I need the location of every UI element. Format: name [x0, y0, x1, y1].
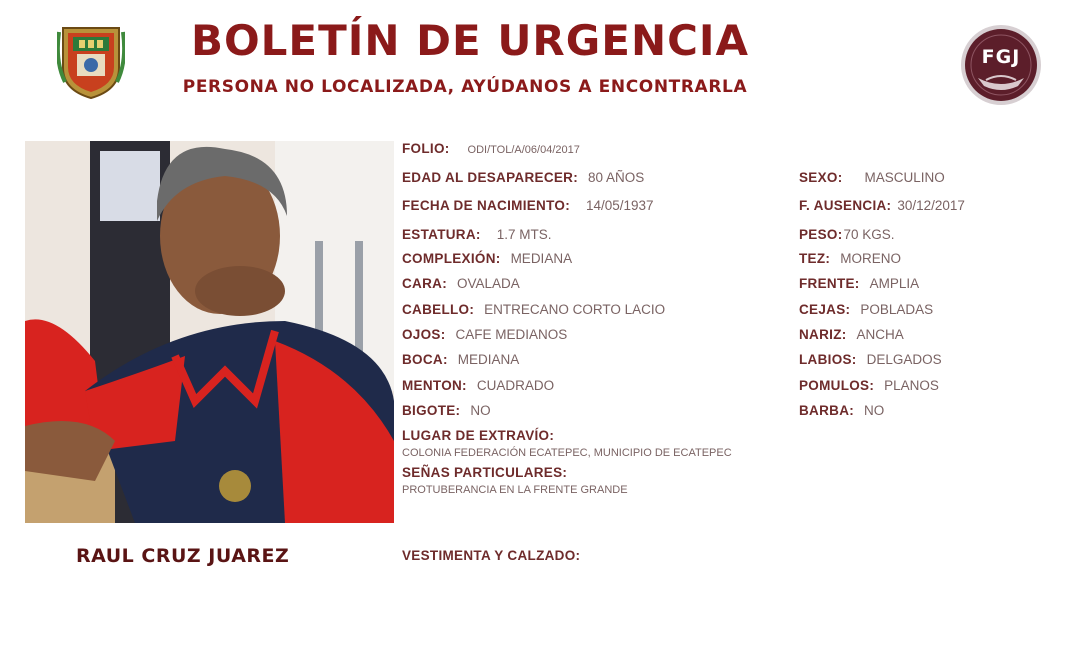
cara-label: CARA:: [402, 276, 447, 291]
bulletin-title: BOLETÍN DE URGENCIA: [190, 16, 750, 65]
cejas-value: POBLADAS: [860, 302, 934, 317]
complexion-value: MEDIANA: [510, 251, 573, 266]
nacimiento-field: [402, 198, 654, 213]
boca-label: BOCA:: [402, 352, 448, 367]
barba-value: NO: [864, 403, 885, 418]
menton-value: CUADRADO: [476, 378, 555, 393]
barba-field: [799, 403, 884, 418]
vestimenta-label: VESTIMENTA Y CALZADO:: [402, 548, 581, 563]
tez-value: MORENO: [840, 251, 901, 266]
tez-field: [799, 251, 901, 266]
cara-field: [402, 276, 520, 291]
pomulos-field: [799, 378, 939, 393]
fgj-logo-text: FGJ: [981, 46, 1021, 68]
nacimiento-label: FECHA DE NACIMIENTO:: [402, 198, 570, 213]
bigote-value: NO: [470, 403, 491, 418]
senas-value: PROTUBERANCIA EN LA FRENTE GRANDE: [402, 484, 628, 496]
state-shield-logo: [57, 22, 125, 100]
frente-label: FRENTE:: [799, 276, 860, 291]
estatura-value: 1.7 MTS.: [496, 227, 552, 242]
tez-label: TEZ:: [799, 251, 831, 266]
ausencia-label: F. AUSENCIA:: [799, 198, 892, 213]
lugar-value: COLONIA FEDERACIÓN ECATEPEC, MUNICIPIO DE ECATEPEC: [402, 447, 732, 459]
pomulos-value: PLANOS: [884, 378, 939, 393]
ausencia-value: 30/12/2017: [897, 198, 965, 213]
fgj-logo: [960, 24, 1042, 106]
sexo-field: [799, 170, 945, 185]
boca-field: [402, 352, 519, 367]
peso-value: 70 KGS.: [843, 227, 895, 242]
bigote-label: BIGOTE:: [402, 403, 461, 418]
boca-value: MEDIANA: [457, 352, 520, 367]
nariz-value: ANCHA: [856, 327, 904, 342]
bigote-field: [402, 403, 491, 418]
lugar-field: [402, 428, 554, 443]
folio-label: FOLIO:: [402, 141, 450, 156]
complexion-label: COMPLEXIÓN:: [402, 251, 501, 266]
peso-label: PESO:: [799, 227, 843, 242]
menton-field: [402, 378, 554, 393]
frente-value: AMPLIA: [869, 276, 920, 291]
estatura-field: [402, 227, 551, 242]
ojos-value: CAFE MEDIANOS: [455, 327, 568, 342]
cejas-label: CEJAS:: [799, 302, 851, 317]
edad-label: EDAD AL DESAPARECER:: [402, 170, 579, 185]
vestimenta-field: [402, 548, 580, 563]
barba-label: BARBA:: [799, 403, 855, 418]
estatura-label: ESTATURA:: [402, 227, 481, 242]
person-name: RAUL CRUZ JUAREZ: [76, 545, 290, 567]
ojos-label: OJOS:: [402, 327, 446, 342]
missing-person-photo: [25, 141, 394, 523]
peso-field: [799, 227, 895, 242]
nariz-label: NARIZ:: [799, 327, 847, 342]
menton-label: MENTON:: [402, 378, 467, 393]
pomulos-label: POMULOS:: [799, 378, 875, 393]
edad-field: [402, 170, 644, 185]
cabello-label: CABELLO:: [402, 302, 475, 317]
cabello-field: [402, 302, 665, 317]
senas-field: [402, 465, 567, 480]
nacimiento-value: 14/05/1937: [586, 198, 654, 213]
labios-label: LABIOS:: [799, 352, 857, 367]
labios-value: DELGADOS: [866, 352, 942, 367]
edad-value: 80 AÑOS: [588, 170, 645, 185]
nariz-field: [799, 327, 904, 342]
sexo-value: MASCULINO: [864, 170, 945, 185]
ausencia-field: [799, 198, 965, 213]
labios-field: [799, 352, 942, 367]
lugar-label: LUGAR DE EXTRAVÍO:: [402, 428, 555, 443]
folio-value: ODI/TOL/A/06/04/2017: [467, 144, 580, 156]
bulletin-subtitle: PERSONA NO LOCALIZADA, AYÚDANOS A ENCONTRARLA: [182, 77, 748, 97]
ojos-field: [402, 327, 567, 342]
cara-value: OVALADA: [457, 276, 520, 291]
frente-field: [799, 276, 919, 291]
senas-label: SEÑAS PARTICULARES:: [402, 465, 568, 480]
folio-field: [402, 141, 580, 156]
cejas-field: [799, 302, 933, 317]
sexo-label: SEXO:: [799, 170, 843, 185]
cabello-value: ENTRECANO CORTO LACIO: [484, 302, 666, 317]
complexion-field: [402, 251, 572, 266]
